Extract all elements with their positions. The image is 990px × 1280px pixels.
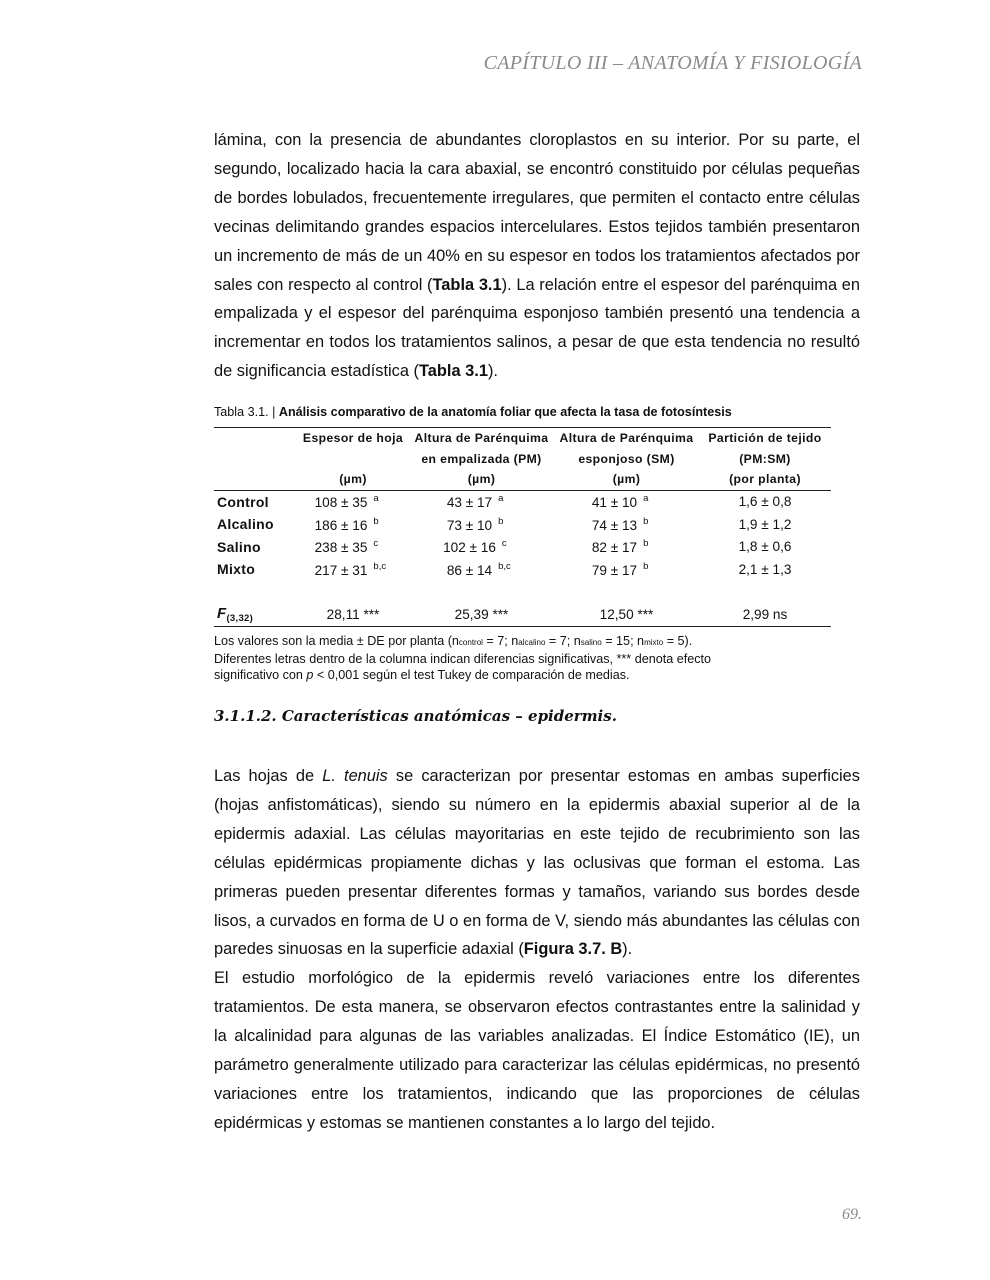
significance-letter: b bbox=[643, 515, 649, 527]
f-statistic-row bbox=[214, 603, 831, 626]
table-note-3: significativo con p < 0,001 según el test Tukey de comparación de medias. bbox=[214, 668, 630, 683]
table-cell: 1,9 ± 1,2 bbox=[738, 516, 792, 532]
p1-text-c: ). bbox=[487, 362, 498, 381]
table-ref-2: Tabla 3.1 bbox=[419, 362, 488, 381]
f-value: 25,39 *** bbox=[409, 603, 554, 626]
table-row bbox=[214, 536, 831, 559]
table-caption bbox=[214, 405, 854, 419]
body-paragraph-2: Las hojas de L. tenuis se caracterizan por presentar estomas en ambas superficies (hojas anfistomáticas), siendo su número en la epidermis abaxial superior al de la epidermis adaxial. Las células mayoritarias en este tejido de recubrimiento son las células epidérmicas propiamente dichas y las oclusivas que forman el estoma. Las primeras pueden presentar diferentes formas y tamaños, variando sus bordes desde lisos, a curvados en forma de U o en forma de V, siendo más abundantes las células con paredes sinuosas en la superficie adaxial (Figura 3.7. B). bbox=[214, 767, 860, 959]
running-header: CAPÍTULO III – ANATOMÍA Y FISIOLOGÍA bbox=[483, 52, 862, 74]
page-number: 69. bbox=[842, 1206, 862, 1223]
body-paragraph-1 bbox=[214, 126, 860, 386]
p1-text-b: ). La relación entre el espesor del parénquima en empalizada y el espesor del parénquima esponjoso también presentó una tendencia a incrementar en todos los tratamientos salinos, a pesar de que esta tendencia no resultó de significancia estadística ( bbox=[214, 275, 861, 381]
table-ref-1: Tabla 3.1 bbox=[432, 275, 502, 294]
table-row bbox=[214, 490, 831, 513]
significance-letter: b,c bbox=[373, 560, 387, 572]
col-header-2-line2: en empalizada (PM) bbox=[421, 451, 542, 466]
f-label: $F_{(3,32)}$ bbox=[214, 603, 297, 626]
table-cell: 217 ± 31 b,c bbox=[297, 558, 409, 581]
table-cell: 82 ± 17 b bbox=[554, 536, 699, 559]
significance-letter: c bbox=[501, 538, 507, 550]
row-label: Control bbox=[217, 493, 269, 510]
table-row bbox=[214, 513, 831, 536]
col-unit-4: (por planta) bbox=[699, 469, 831, 490]
table-row bbox=[214, 558, 831, 581]
table-cell: 186 ± 16 b bbox=[297, 513, 409, 536]
section-heading: 3.1.1.2. Características anatómicas – epidermis. bbox=[214, 707, 617, 725]
f-value: 12,50 *** bbox=[554, 603, 699, 626]
col-unit-2: (µm) bbox=[409, 469, 554, 490]
significance-letter: b bbox=[498, 515, 504, 527]
f-value: 2,99 ns bbox=[699, 603, 831, 626]
table-cell: 79 ± 17 b bbox=[554, 558, 699, 581]
col-unit-1: (µm) bbox=[297, 469, 409, 490]
col-header-1: Espesor de hoja bbox=[297, 428, 409, 449]
row-label: Salino bbox=[217, 538, 261, 555]
table-note-2: Diferentes letras dentro de la columna indican diferencias significativas, *** denota efecto bbox=[214, 652, 712, 667]
significance-letter: b bbox=[373, 515, 379, 527]
col-header-1-line2 bbox=[297, 449, 409, 470]
col-header-4: Partición de tejido bbox=[699, 428, 831, 449]
significance-letter: a bbox=[373, 493, 379, 505]
significance-letter: a bbox=[643, 493, 649, 505]
row-label: Alcalino bbox=[217, 516, 274, 533]
caption-title: Análisis comparativo de la anatomía foliar que afecta la tasa de fotosíntesis bbox=[278, 405, 732, 419]
p1-text-a: lámina, con la presencia de abundantes cloroplastos en su interior. Por su parte, el segundo, localizado hacia la cara abaxial, se encontró constituido por células pequeñas de bordes lobulados, frecuentemente irregulares, que permiten el contacto entre células vecinas delimitando grandes espacios intercelulares. Estos tejidos también presentaron un incremento de más de un 40% en su espesor en todos los tratamientos afectados por sales con respecto al control ( bbox=[214, 131, 860, 294]
significance-letter: b bbox=[643, 560, 649, 572]
table-cell: 74 ± 13 b bbox=[554, 513, 699, 536]
table-cell: 86 ± 14 b,c bbox=[409, 558, 554, 581]
caption-label: Tabla 3.1. | bbox=[214, 405, 279, 419]
table-cell: 2,1 ± 1,3 bbox=[738, 561, 792, 577]
col-header-3-line2: esponjoso (SM) bbox=[578, 451, 675, 466]
table-cell: 73 ± 10 b bbox=[409, 513, 554, 536]
f-value: 28,11 *** bbox=[297, 603, 409, 626]
significance-letter: b bbox=[643, 538, 649, 550]
col-header-3: Altura de Parénquima bbox=[554, 428, 699, 449]
significance-letter: a bbox=[498, 493, 504, 505]
table-cell: 1,6 ± 0,8 bbox=[738, 494, 792, 510]
species-name: L. tenuis bbox=[322, 767, 388, 785]
row-label: Mixto bbox=[217, 561, 256, 578]
significance-letter: c bbox=[373, 538, 379, 550]
data-table bbox=[214, 427, 831, 627]
col-header-2: Altura de Parénquima bbox=[409, 428, 554, 449]
col-unit-3: (µm) bbox=[554, 469, 699, 490]
table-note-1: Los valores son la media ± DE por planta (ncontrol = 7; nalcalino = 7; nsalino = 15; nmixto = 5). bbox=[214, 634, 693, 648]
col-header-4-line2: (PM:SM) bbox=[739, 451, 791, 466]
table-cell: 108 ± 35 a bbox=[297, 490, 409, 513]
table-notes bbox=[214, 633, 834, 684]
table-cell: 41 ± 10 a bbox=[554, 490, 699, 513]
table-cell: 238 ± 35 c bbox=[297, 536, 409, 559]
body-paragraph-3: El estudio morfológico de la epidermis reveló variaciones entre los diferentes tratamientos. De esta manera, se observaron efectos contrastantes entre la salinidad y la alcalinidad para algunas de las variables analizadas. El Índice Estomático (IE), un parámetro generalmente utilizado para caracterizar las células epidérmicas, no presentó variaciones entre los tratamientos, indicando que las proporciones de células epidérmicas y estomas se mantienen constantes a lo largo del tejido. bbox=[214, 969, 860, 1132]
table-cell: 43 ± 17 a bbox=[409, 490, 554, 513]
significance-letter: b,c bbox=[498, 560, 511, 572]
table-cell: 1,8 ± 0,6 bbox=[738, 539, 792, 555]
figure-ref: Figura 3.7. B bbox=[523, 940, 623, 959]
header-corner bbox=[214, 428, 297, 449]
table-cell: 102 ± 16 c bbox=[409, 536, 554, 559]
